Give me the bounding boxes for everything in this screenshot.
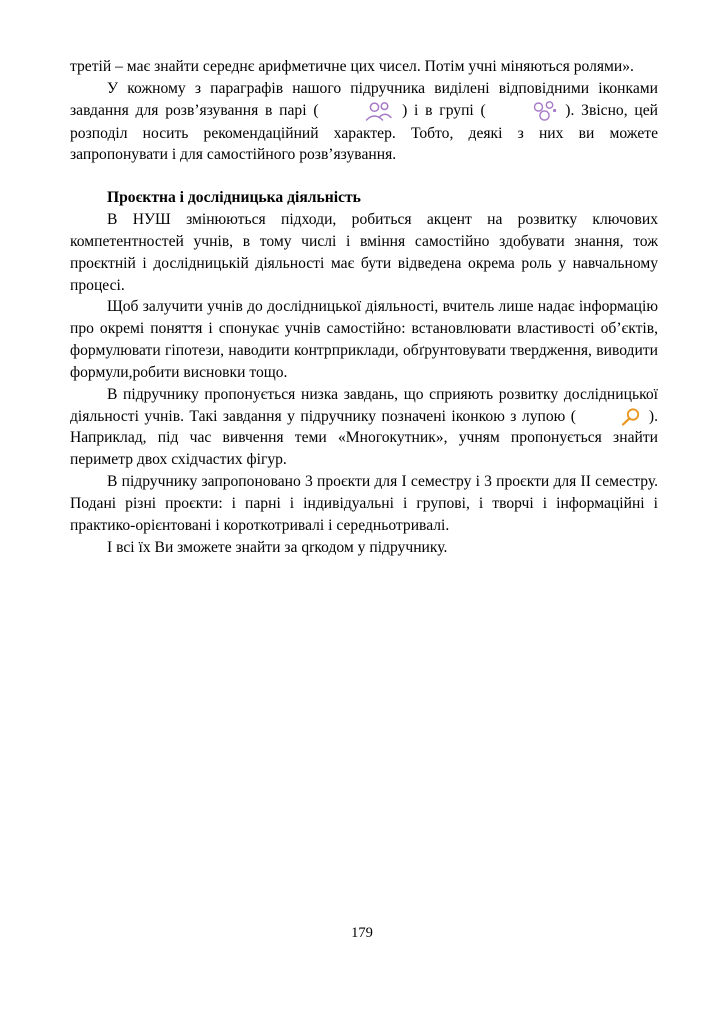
paragraph-text: ). Наприклад, під час вивчення теми «Многокутник», учням пропонується знайти периметр двох східчастих фігур. — [70, 407, 658, 469]
pair-work-icon — [326, 101, 394, 122]
paragraph-continuation: третій – має знайти середнє арифметичне цих чисел. Потім учні міняються ролями». — [70, 58, 634, 75]
page-content — [70, 56, 658, 558]
group-work-icon — [494, 100, 558, 123]
paragraph: В НУШ змінюються підходи, робиться акцент на розвитку ключових компетентностей учнів, в тому числі і вміння самостійно здобувати знання, тож проєктній і дослідницькій діяльності має бути відведена окрема роль у навчальному процесі. — [70, 211, 658, 294]
paragraph-text: У кожному з параграфів нашого підручника виділені відповідними іконками завдання для розв’язування в парі ( — [70, 79, 658, 119]
paragraph: І всі їх Ви зможете знайти за qrкодом у підручнику. — [107, 538, 448, 556]
paragraph: Щоб залучити учнів до дослідницької діяльності, вчитель лише надає інформацію про окремі поняття і спонукає учнів самостійно: встановлювати властивості об’єктів, формулювати гіпотези, наводити контрприклади, обґрунтовувати твердження, виводити формули,робити висновки тощо. — [70, 298, 658, 381]
paragraph-magnifier — [70, 384, 658, 471]
page-number: 179 — [351, 925, 373, 941]
paragraph-icons — [70, 78, 658, 166]
paragraph-text: ) і в групі ( — [395, 101, 493, 119]
paragraph-text: ). Звісно, цей розподіл носить рекомендаційний характер. Тобто, деякі з них ви можете запропонувати і для самостійного розв’язування. — [70, 101, 658, 164]
paragraph: В підручнику запропоновано 3 проєкти для І семестру і 3 проєкти для ІІ семестру. Подані різні проєкти: і парні і індивідуальні і групові, і творчі і інформаційні і практико-орієнтовані і короткотривалі і середньотривалі. — [70, 473, 658, 534]
section-heading: Проєктна і дослідницька діяльність — [107, 189, 361, 207]
paragraph-text: В підручнику пропонується низка завдань, що сприяють розвитку дослідницької діяльності учнів. Такі завдання у підручнику позначені іконкою з лупою ( — [70, 385, 658, 425]
magnifier-icon — [582, 407, 642, 427]
